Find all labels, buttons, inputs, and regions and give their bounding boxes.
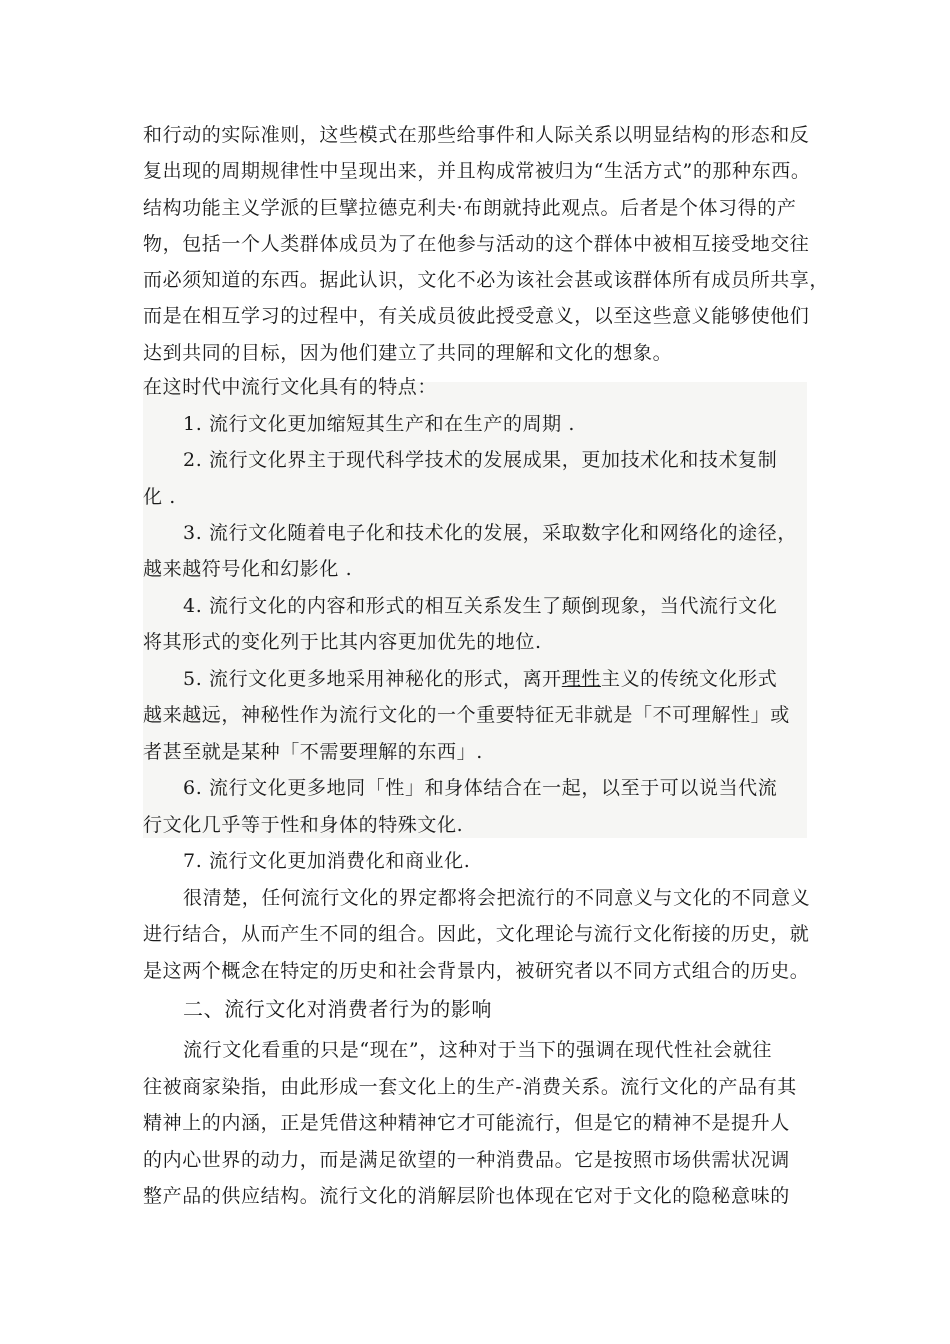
body-text-line: 达到共同的目标，因为他们建立了共同的理解和文化的想象。 xyxy=(143,342,673,364)
feature-5-text: 5. 流行文化更多地采用神秘化的形式，离开 xyxy=(183,668,562,690)
feature-item-5-cont2: 者甚至就是某种「不需要理解的东西」. xyxy=(143,741,483,763)
body-text-line: 进行结合，从而产生不同的组合。因此，文化理论与流行文化衔接的历史，就 xyxy=(143,923,810,945)
body-text-line: 而必须知道的东西。据此认识，文化不必为该社会甚或该群体所有成员所共享， xyxy=(143,269,830,291)
section-heading: 二、流行文化对消费者行为的影响 xyxy=(183,997,492,1021)
feature-item-3-cont: 越来越符号化和幻影化 . xyxy=(143,558,353,580)
body-text-line: 很清楚，任何流行文化的界定都将会把流行的不同意义与文化的不同意义 xyxy=(183,887,811,909)
body-text-line: 往被商家染指，由此形成一套文化上的生产-消费关系。流行文化的产品有其 xyxy=(143,1076,797,1098)
body-text-line: 精神上的内涵，正是凭借这种精神它才可能流行，但是它的精神不是提升人 xyxy=(143,1112,790,1134)
feature-item-7: 7. 流行文化更加消费化和商业化. xyxy=(183,850,471,872)
body-text-line: 流行文化看重的只是“现在”，这种对于当下的强调在现代性社会就往 xyxy=(183,1039,773,1061)
body-text-line: 整产品的供应结构。流行文化的消解层阶也体现在它对于文化的隐秘意味的 xyxy=(143,1185,790,1207)
feature-item-1: 1. 流行文化更加缩短其生产和在生产的周期 . xyxy=(183,413,576,435)
features-intro: 在这时代中流行文化具有的特点： xyxy=(143,376,438,398)
feature-item-4: 4. 流行文化的内容和形式的相互关系发生了颠倒现象，当代流行文化 xyxy=(183,595,778,617)
body-text-line: 和行动的实际准则，这些模式在那些给事件和人际关系以明显结构的形态和反 xyxy=(143,124,810,146)
body-text-line: 而是在相互学习的过程中，有关成员彼此授受意义，以至这些意义能够使他们 xyxy=(143,305,810,327)
feature-item-3: 3. 流行文化随着电子化和技术化的发展，采取数字化和网络化的途径， xyxy=(183,522,797,544)
feature-item-6-cont: 行文化几乎等于性和身体的特殊文化. xyxy=(143,814,464,836)
feature-5-text-end: 主义的传统文化形式 xyxy=(600,668,778,690)
feature-item-5 xyxy=(183,667,777,691)
body-text-line: 结构功能主义学派的巨擘拉德克利夫·布朗就持此观点。后者是个体习得的产 xyxy=(143,197,797,219)
feature-item-2: 2. 流行文化界主于现代科学技术的发展成果，更加技术化和技术复制 xyxy=(183,449,778,471)
feature-item-6: 6. 流行文化更多地同「性」和身体结合在一起，以至于可以说当代流 xyxy=(183,777,778,799)
body-text-line: 的内心世界的动力，而是满足欲望的一种消费品。它是按照市场供需状况调 xyxy=(143,1149,790,1171)
feature-item-5-cont: 越来越远，神秘性作为流行文化的一个重要特征无非就是「不可理解性」或 xyxy=(143,704,790,726)
feature-item-4-cont: 将其形式的变化列于比其内容更加优先的地位. xyxy=(143,631,542,653)
rationality-link[interactable]: 理性 xyxy=(561,668,601,690)
feature-item-2-cont: 化 . xyxy=(143,486,176,508)
body-text-line: 是这两个概念在特定的历史和社会背景内，被研究者以不同方式组合的历史。 xyxy=(143,960,810,982)
body-text-line: 物，包括一个人类群体成员为了在他参与活动的这个群体中被相互接受地交往 xyxy=(143,233,810,255)
body-text-line: 复出现的周期规律性中呈现出来，并且构成常被归为“生活方式”的那种东西。 xyxy=(143,160,811,182)
